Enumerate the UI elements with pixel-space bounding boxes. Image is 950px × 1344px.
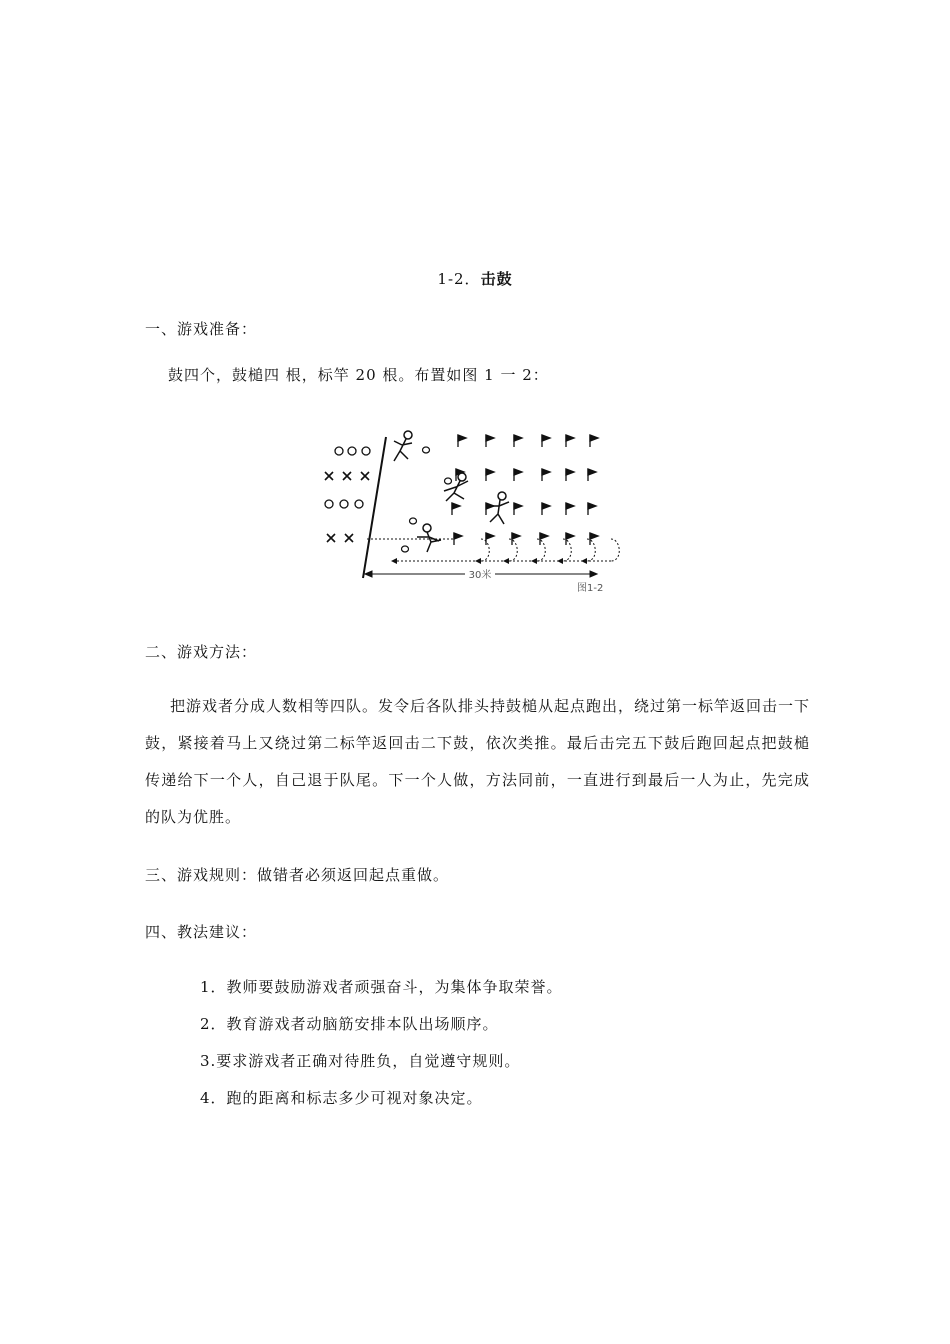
list-item: 4．跑的距离和标志多少可视对象决定。 xyxy=(200,1089,483,1107)
flag-poles-grid xyxy=(452,435,598,545)
team-circles-row1 xyxy=(335,447,370,455)
section1-text: 鼓四个，鼓槌四 根，标竿 20 根。布置如图 1 一 2： xyxy=(168,366,549,384)
figure-caption: 图1-2 xyxy=(577,583,604,594)
team-crosses-row2 xyxy=(325,472,369,480)
runner-figure xyxy=(394,431,509,552)
distance-label: 30米 xyxy=(468,570,492,581)
start-line xyxy=(363,437,386,578)
section3-heading: 三、游戏规则：做错者必须返回起点重做。 xyxy=(145,866,450,884)
section2-heading: 二、游戏方法： xyxy=(145,643,258,661)
list-item: 1．教师要鼓励游戏者顽强奋斗，为集体争取荣誉。 xyxy=(200,978,563,996)
running-path xyxy=(367,539,619,561)
section2-text: 把游戏者分成人数相等四队。发令后各队排头持鼓槌从起点跑出，绕过第一标竿返回击一下鼓，紧接着马上又绕过第二标竿返回击二下鼓，依次类推。最后击完五下鼓后跑回起点把鼓槌传递给下一个人，自己退于队尾。下一个人做，方法同前，一直进行到最后一人为止，先完成的队为优胜。 xyxy=(145,697,811,826)
list-item: 3.要求游戏者正确对待胜负，自觉遵守规则。 xyxy=(200,1052,521,1070)
title-name: 击鼓 xyxy=(480,270,513,288)
list-item: 2．教育游戏者动脑筋安排本队出场顺序。 xyxy=(200,1015,499,1033)
page-title xyxy=(0,268,950,289)
section1-heading: 一、游戏准备： xyxy=(145,320,258,338)
game-layout-figure xyxy=(315,425,635,600)
section4-heading: 四、教法建议： xyxy=(145,923,258,941)
title-number: 1-2． xyxy=(437,270,481,288)
team-crosses-row4 xyxy=(327,534,353,542)
team-circles-row3 xyxy=(325,500,363,508)
